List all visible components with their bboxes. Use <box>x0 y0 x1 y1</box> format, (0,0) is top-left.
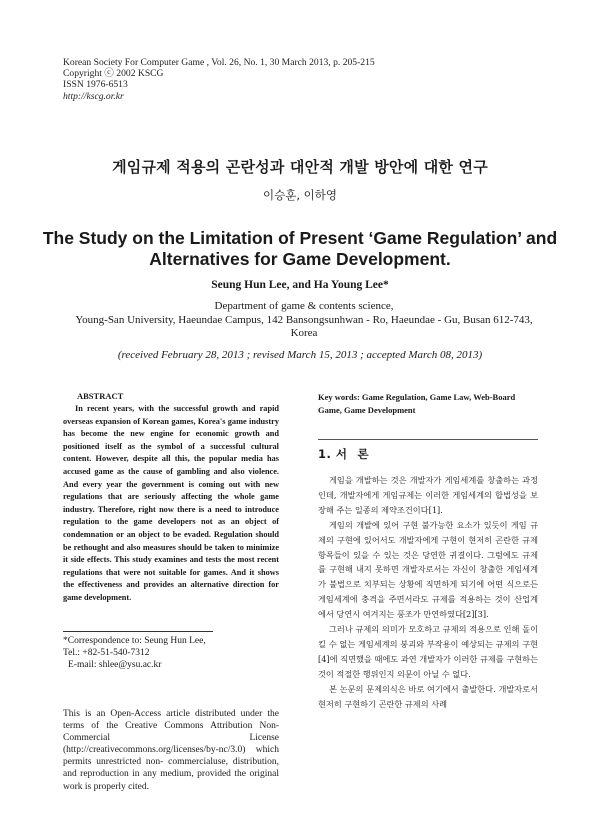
section-divider <box>318 439 538 440</box>
english-authors: Seung Hun Lee, and Ha Young Lee* <box>211 279 389 291</box>
abstract-body: In recent years, with the successful growth and rapid overseas expansion of Korean games, Korea's game industry has become the new engine for economic growth and positioned itself as the symbol of a successful cultural content. However, despite all this, the popular media has accused game as the cause of gambling and also violence. And every year the government is coming out with new regulations that are seriously affecting the whole game industry. Therefore, right now there is a need to introduce regulation to the game developers not as an object of condemnation or an object to be evaded. Regulation should be rethought and also measures should be taken to minimize it side effects. This study examines and tests the most recent regulations that were not suitable for games. And it shows the effectiveness and provides an alternative direction for game development. <box>63 404 279 602</box>
footnote-divider <box>63 631 213 632</box>
intro-paragraph: 그러나 규제의 의미가 모호하고 규제의 적용으로 인해 돌이킬 수 없는 게임세계의 붕괴와 부작용이 예상되는 규제의 구현[4]에 직면했을 때에도 과연 개발자가 이러한 규제를 구현하는 것이 적절한 행위인지 의문이 아닐 수 없다. <box>318 624 538 679</box>
journal-url-link[interactable]: http://kscg.or.kr <box>63 90 124 102</box>
keywords-block <box>318 391 538 416</box>
submission-dates: (received February 28, 2013 ; revised March 15, 2013 ; accepted March 08, 2013) <box>117 349 483 361</box>
issn-line: ISSN 1976-6513 <box>63 79 128 91</box>
section-title-part2: 론 <box>357 447 370 461</box>
abstract-heading: ABSTRACT <box>77 391 124 401</box>
correspondence-block <box>63 631 279 671</box>
intro-paragraph: 게임을 개발하는 것은 개발자가 게임세계를 창출하는 과정인데, 개발자에게 게임규제는 이러한 게임세계의 합법성을 보장해 주는 일종의 제약조건이다[1]. <box>318 475 538 515</box>
intro-paragraph: 본 논문의 문제의식은 바로 여기에서 출발한다. 개발자로서 현저히 구현하기 곤란한 규제의 사례 <box>318 683 538 709</box>
correspondence-email: E-mail: shlee@ysu.ac.kr <box>68 660 162 670</box>
english-title: The Study on the Limitation of Present ‘Game Regulation’ and Alternatives for Game Development. <box>42 228 558 269</box>
section-title-part1: 서 <box>335 447 348 461</box>
abstract-block <box>63 391 279 605</box>
correspondence-author: *Correspondence to: Seung Hun Lee, <box>63 636 206 646</box>
intro-paragraph: 게임의 개발에 있어 구현 불가능한 요소가 있듯이 게임 규제의 구현에 있어서도 개발자에게 구현이 현저히 곤란한 규제 항목들이 있을 수 있는 것은 당연한 귀결이다. 그럼에도 규제를 구현해 내지 못하면 개발자로서는 자신이 창출한 게임세계가 불법으로 치부되는 상황에 직면하게 되기에 어떤 식으로든 게임세계에 충격을 주면서라도 규제를 적용하는 것이 산업계에서 당연시 여겨지는 풍조가 만연하였다[2][3]. <box>318 519 538 620</box>
korean-title: 게임규제 적용의 곤란성과 대안적 개발 방안에 대한 연구 <box>112 158 488 176</box>
affiliation-address: Young-San University, Haeundae Campus, 142 Bansongsunhwan - Ro, Haeundae - Gu, Busan 612-743, Korea <box>75 313 533 339</box>
affiliation <box>70 300 538 341</box>
license-notice: This is an Open-Access article distributed under the terms of the Creative Commons Attribution Non-Commercial License (http://creativecommons.org/licenses/by-nc/3.0) which permits unrestricted non- commercialuse, distribution, and reproduction in any medium, provided the original work is properly cited. <box>63 709 279 792</box>
journal-citation: Korean Society For Computer Game , Vol. 26, No. 1, 30 March 2013, p. 205-215 <box>63 57 375 68</box>
section-heading <box>318 446 369 462</box>
correspondence-phone: Tel.: +82-51-540-7312 <box>63 648 150 658</box>
korean-authors: 이승훈, 이하영 <box>263 188 337 202</box>
copyright-line: Copyright ⓒ 2002 KSCG <box>63 68 164 80</box>
keywords: Key words: Game Regulation, Game Law, Web-Board Game, Game Development <box>318 392 516 415</box>
introduction-text <box>318 473 538 712</box>
affiliation-department: Department of game & contents science, <box>214 300 394 312</box>
journal-header <box>63 57 375 102</box>
section-number: 1. <box>318 447 332 461</box>
